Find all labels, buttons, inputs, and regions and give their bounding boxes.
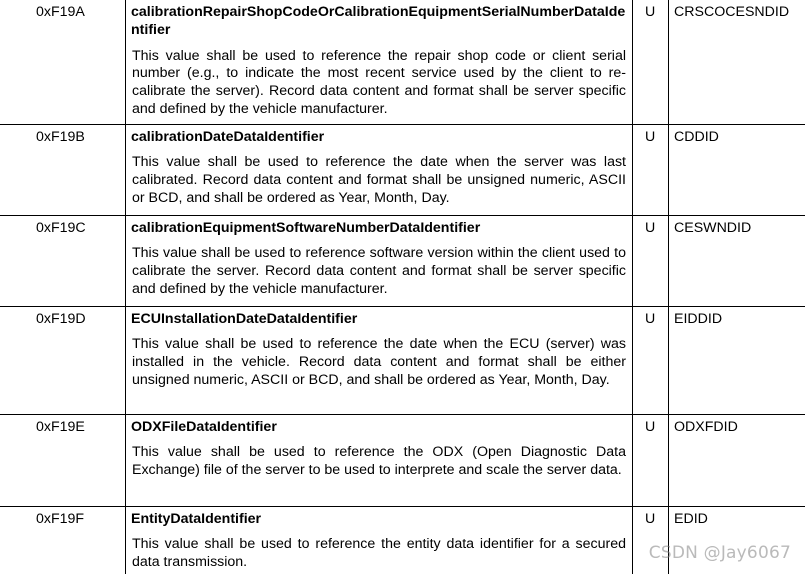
abbreviation-value: CDDID [669, 125, 805, 147]
identifier-cell [0, 215, 126, 306]
table-row [0, 215, 805, 306]
cvt-value: U [633, 507, 668, 529]
table-row [0, 414, 805, 506]
abbreviation-cell [669, 215, 805, 306]
identifier-value: 0xF19E [0, 415, 125, 437]
cvt-value: U [633, 307, 668, 329]
description-cell [126, 306, 633, 414]
abbreviation-cell [669, 0, 805, 124]
identifier-cell [0, 506, 126, 574]
identifier-description: This value shall be used to reference the date when the server was last calibrated. Record data content and format shall be unsigned numeric, ASCII or BCD, and shall be ordered as Year, Month, Day. [126, 146, 632, 209]
table-row [0, 506, 805, 574]
cvt-value: U [633, 125, 668, 147]
description-cell [126, 0, 633, 124]
identifier-name: EntityDataIdentifier [126, 507, 632, 529]
cvt-value: U [633, 415, 668, 437]
watermark: CSDN @Jay6067 [649, 543, 791, 563]
description-cell [126, 124, 633, 215]
identifier-description: This value shall be used to reference the repair shop code or client serial number (e.g., to indicate the most recent service used by the client to re-calibrate the server). Record data content and format shall be server specific and defined by the vehicle manufacturer. [126, 40, 632, 121]
cvt-value: U [633, 0, 668, 22]
identifier-cell [0, 414, 126, 506]
identifier-description: This value shall be used to reference the ODX (Open Diagnostic Data Exchange) file of the server to be used to interprete and scale the server data. [126, 436, 632, 482]
abbreviation-cell [669, 306, 805, 414]
identifier-value: 0xF19A [0, 0, 125, 22]
table-row [0, 0, 805, 124]
identifier-value: 0xF19D [0, 307, 125, 329]
abbreviation-value: EDID [669, 507, 805, 529]
abbreviation-cell [669, 414, 805, 506]
identifier-cell [0, 124, 126, 215]
description-cell [126, 414, 633, 506]
identifier-description: This value shall be used to reference software version within the client used to calibrate the server. Record data content and format shall be server specific and defined by the vehicle manufacturer. [126, 237, 632, 300]
cvt-cell [633, 306, 669, 414]
table-row [0, 124, 805, 215]
abbreviation-value: CRSCOCESNDID [669, 0, 805, 22]
identifier-description: This value shall be used to reference the entity data identifier for a secured data transmission. [126, 528, 632, 574]
cvt-value: U [633, 216, 668, 238]
abbreviation-cell [669, 506, 805, 574]
identifier-cell [0, 0, 126, 124]
cvt-cell [633, 414, 669, 506]
identifier-name: calibrationDateDataIdentifier [126, 125, 632, 147]
identifier-name: ECUInstallationDateDataIdentifier [126, 307, 632, 329]
identifier-name: calibrationRepairShopCodeOrCalibrationEquipmentSerialNumberDataIdentifier [126, 0, 632, 40]
cvt-cell [633, 215, 669, 306]
abbreviation-value: EIDDID [669, 307, 805, 329]
cvt-cell [633, 506, 669, 574]
abbreviation-value: CESWNDID [669, 216, 805, 238]
identifier-value: 0xF19C [0, 216, 125, 238]
table-row [0, 306, 805, 414]
description-cell [126, 506, 633, 574]
identifier-value: 0xF19F [0, 507, 125, 529]
identifier-cell [0, 306, 126, 414]
description-cell [126, 215, 633, 306]
cvt-cell [633, 0, 669, 124]
identifier-description: This value shall be used to reference the date when the ECU (server) was installed in the vehicle. Record data content and format shall be either unsigned numeric, ASCII or BCD, and shall be ordered as Year, Month, Day. [126, 328, 632, 391]
identifier-name: calibrationEquipmentSoftwareNumberDataIdentifier [126, 216, 632, 238]
cvt-cell [633, 124, 669, 215]
abbreviation-cell [669, 124, 805, 215]
identifier-value: 0xF19B [0, 125, 125, 147]
abbreviation-value: ODXFDID [669, 415, 805, 437]
identifier-name: ODXFileDataIdentifier [126, 415, 632, 437]
